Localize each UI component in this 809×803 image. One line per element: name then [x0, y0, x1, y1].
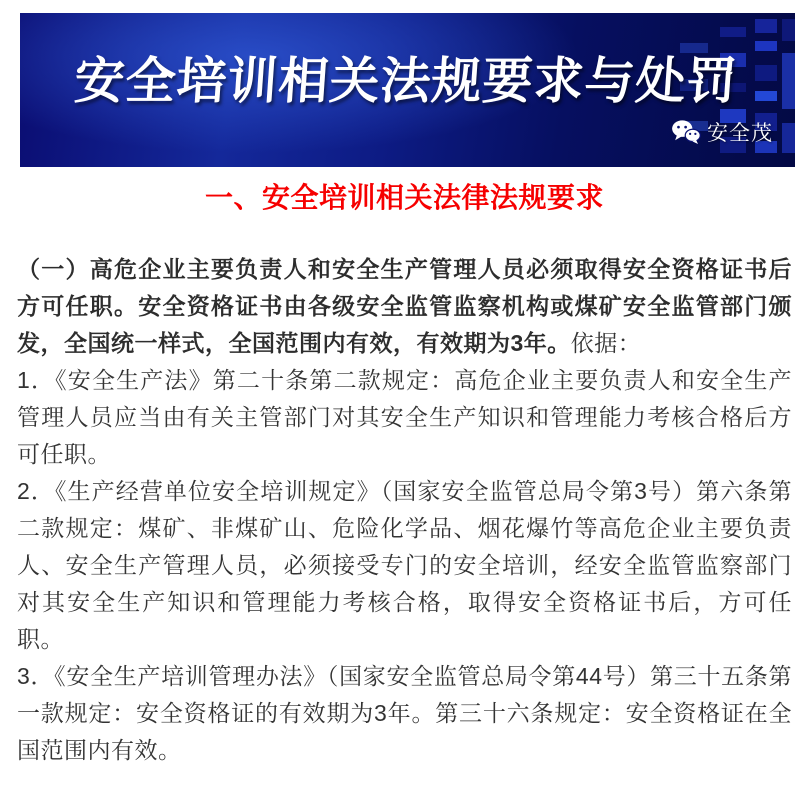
list-item-2: 2．《生产经营单位安全培训规定》（国家安全监管总局令第3号）第六条第二款规定：煤矿、非煤矿山、危险化学品、烟花爆竹等高危企业主要负责人、安全生产管理人员，必须接受专门的安全培训，经安全监管监察部门对其安全生产知识和管理能力考核合格，取得安全资格证书后，方可任职。	[17, 478, 792, 652]
article-page	[0, 13, 809, 803]
banner-image	[20, 13, 795, 167]
list-item-1: 1．《安全生产法》第二十条第二款规定：高危企业主要负责人和安全生产管理人员应当由有关主管部门对其安全生产知识和管理能力考核合格后方可任职。	[17, 367, 792, 467]
wechat-icon	[671, 119, 701, 145]
article-body	[17, 251, 792, 769]
lead-paragraph	[17, 251, 792, 362]
banner-brand	[671, 117, 773, 147]
brand-label: 安全茂	[707, 122, 773, 145]
lead-bold-text: （一）高危企业主要负责人和安全生产管理人员必须取得安全资格证书后方可任职。安全资格证书由各级安全监管监察机构或煤矿安全监管部门颁发，全国统一样式，全国范围内有效，有效期为3年。	[17, 256, 792, 356]
section-heading: 一、安全培训相关法律法规要求	[204, 182, 604, 213]
list-item-3: 3．《安全生产培训管理办法》（国家安全监管总局令第44号）第三十五条第一款规定：安全资格证的有效期为3年。第三十六条规定：安全资格证在全国范围内有效。	[17, 663, 792, 763]
lead-normal-text: 依据：	[570, 330, 642, 356]
banner-title: 安全培训相关法规要求与处罚	[72, 53, 740, 109]
